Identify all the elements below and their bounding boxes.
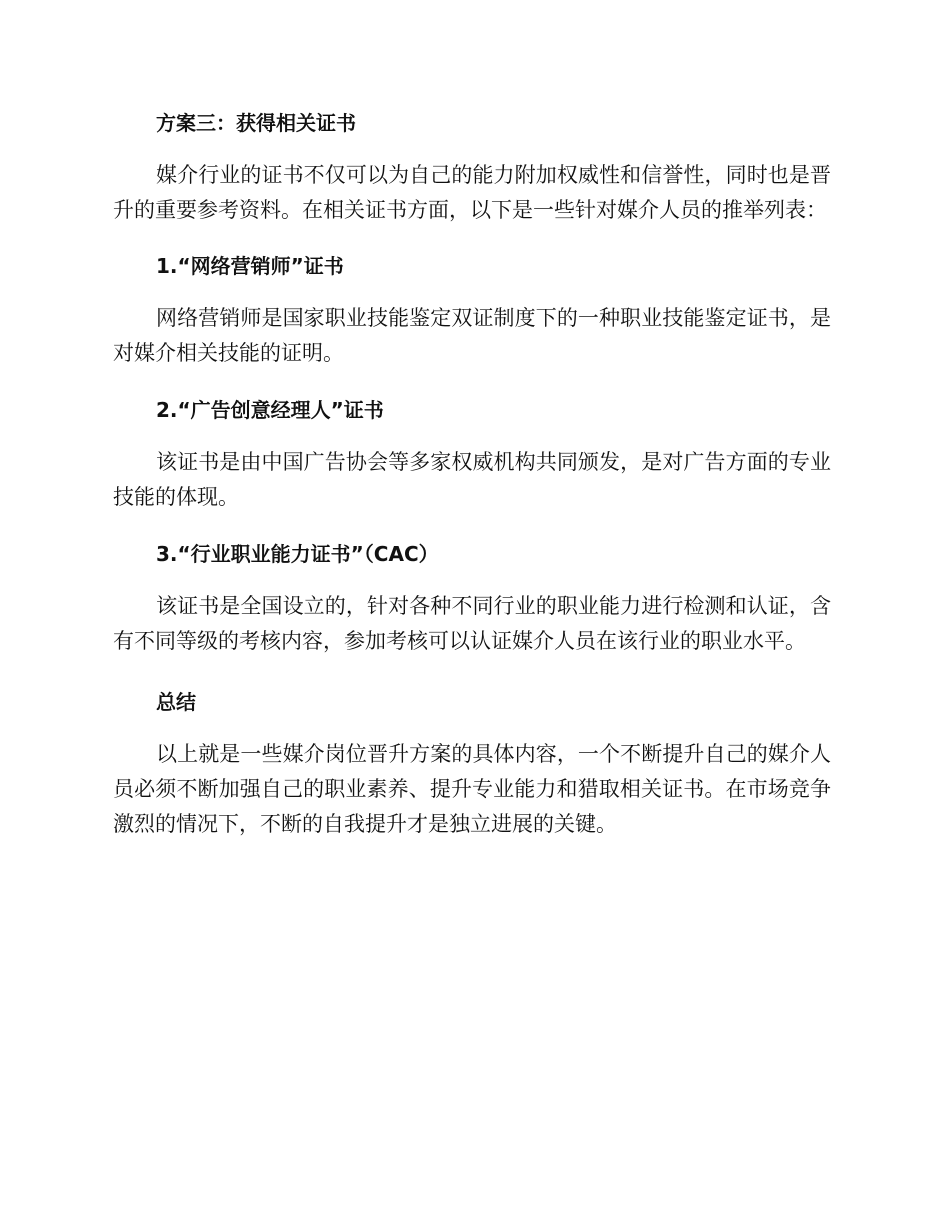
paragraph-advertising-manager: 该证书是由中国广告协会等多家权威机构共同颁发，是对广告方面的专业技能的体现。	[113, 450, 831, 509]
paragraph-certificate-intro: 媒介行业的证书不仅可以为自己的能力附加权威性和信誉性，同时也是晋升的重要参考资料。在相关证书方面，以下是一些针对媒介人员的推举列表：	[113, 163, 831, 222]
paragraph-summary: 以上就是一些媒介岗位晋升方案的具体内容，一个不断提升自己的媒介人员必须不断加强自己的职业素养、提升专业能力和猎取相关证书。在市场竞争激烈的情况下，不断的自我提升才是独立进展的关键。	[113, 742, 831, 836]
section-heading-plan-three: 方案三：获得相关证书	[156, 111, 356, 135]
heading-summary: 总结	[156, 690, 196, 714]
paragraph-network-marketing: 网络营销师是国家职业技能鉴定双证制度下的一种职业技能鉴定证书，是对媒介相关技能的证明。	[113, 306, 831, 365]
document-page	[113, 110, 831, 842]
heading-cac-certificate: 3.“行业职业能力证书”（CAC）	[156, 542, 439, 566]
heading-network-marketing-certificate: 1.“网络营销师”证书	[156, 254, 344, 278]
heading-advertising-manager-certificate: 2.“广告创意经理人”证书	[156, 398, 384, 422]
paragraph-cac: 该证书是全国设立的，针对各种不同行业的职业能力进行检测和认证，含有不同等级的考核内容，参加考核可以认证媒介人员在该行业的职业水平。	[113, 594, 831, 653]
